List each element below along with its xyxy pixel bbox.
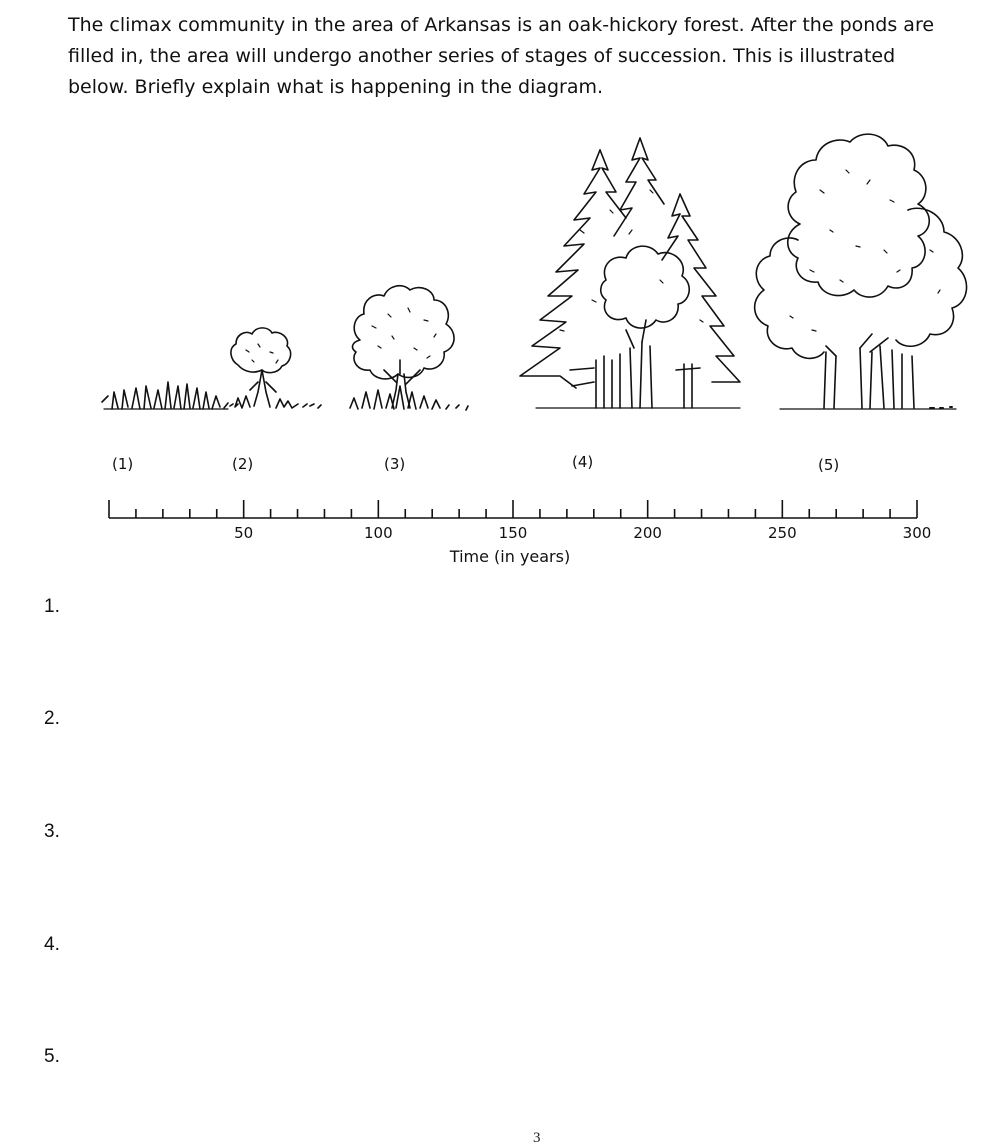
instructions-line-1: The climax community in the area of Arkansas is an oak-hickory forest. After the ponds are	[68, 14, 935, 36]
instructions-line-3: below. Briefly explain what is happening in the diagram.	[68, 76, 604, 98]
stage-4-conifer-forest-illustration	[520, 138, 740, 408]
axis-tick-label: 150	[498, 524, 528, 542]
answer-number-1: 1.	[44, 596, 60, 617]
stage-label-2: (2)	[232, 455, 254, 473]
axis-tick-label: 250	[768, 524, 797, 542]
answer-number-2: 2.	[44, 708, 60, 729]
answer-number-3: 3.	[44, 821, 60, 842]
axis-title: Time (in years)	[449, 547, 571, 566]
axis-tick-label: 200	[633, 524, 662, 542]
stage-labels	[112, 453, 839, 474]
page-number: 3	[533, 1130, 541, 1146]
stage-label-5: (5)	[818, 456, 840, 474]
stage-label-1: (1)	[112, 455, 134, 473]
stage-1-grasses-illustration	[102, 382, 238, 409]
axis-tick-label: 50	[234, 524, 254, 542]
answer-number-4: 4.	[44, 934, 60, 955]
axis-tick-label: 100	[364, 524, 393, 542]
axis-tick-label: 300	[902, 524, 932, 542]
instructions-text	[68, 10, 1008, 103]
answer-number-5: 5.	[44, 1046, 60, 1067]
instructions-line-2: filled in, the area will undergo another series of stages of succession. This is illustrated	[68, 45, 896, 67]
stage-2-shrub-illustration	[231, 328, 321, 408]
time-axis	[109, 500, 931, 542]
stage-5-hardwood-forest-illustration	[755, 134, 967, 409]
stage-label-4: (4)	[572, 453, 594, 471]
stage-3-young-tree-illustration	[350, 286, 468, 410]
succession-diagram	[0, 120, 1008, 580]
stage-label-3: (3)	[384, 455, 406, 473]
